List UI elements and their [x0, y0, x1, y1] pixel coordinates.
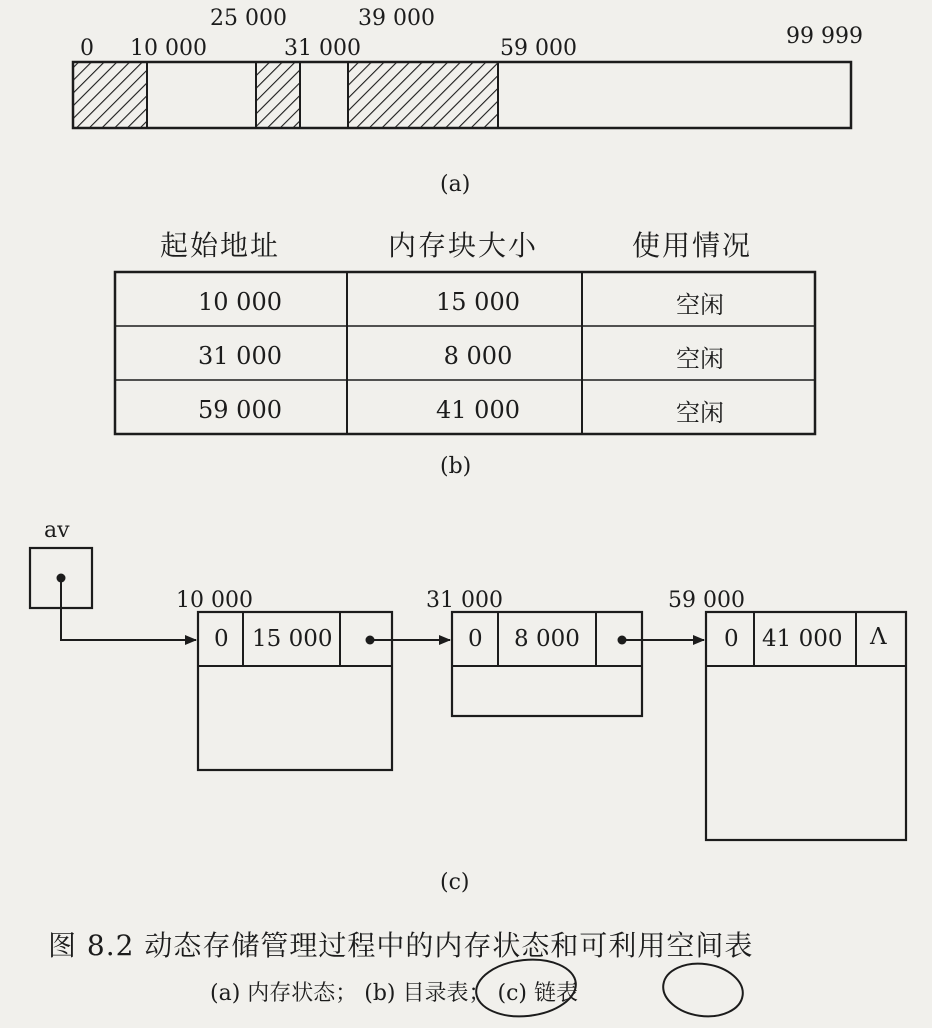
address-label: 10 000	[130, 36, 207, 61]
caption-c: (c)	[440, 870, 470, 895]
table-header-usage: 使用情况	[632, 229, 753, 262]
node-address: 10 000	[176, 588, 253, 613]
figure-subtitle: (a) 内存状态； (b) 目录表； (c) 链表	[210, 981, 578, 1006]
node-size: 8 000	[514, 626, 580, 652]
cell-usage: 空闲	[676, 291, 724, 319]
cell-usage: 空闲	[676, 399, 724, 427]
table-header-block-size: 内存块大小	[388, 229, 539, 262]
address-label: 31 000	[284, 36, 361, 61]
caption-a: (a)	[440, 172, 471, 197]
node-address: 59 000	[668, 588, 745, 613]
cell-usage: 空闲	[676, 345, 724, 373]
handwritten-circles	[0, 950, 932, 1028]
linked-list-diagram	[0, 500, 932, 860]
address-label: 39 000	[358, 6, 435, 31]
head-pointer-label: av	[44, 518, 70, 543]
node-tag: 0	[468, 626, 483, 652]
memory-block-39000	[348, 62, 498, 128]
cell-start-address: 59 000	[198, 396, 282, 424]
cell-start-address: 10 000	[198, 288, 282, 316]
cell-block-size: 15 000	[436, 288, 520, 316]
node-tag: 0	[214, 626, 229, 652]
memory-block-0	[73, 62, 147, 128]
address-label: 25 000	[210, 6, 287, 31]
handwritten-circle	[473, 955, 578, 1021]
memory-block-25000	[256, 62, 300, 128]
handwritten-circle	[660, 959, 746, 1022]
node-address: 31 000	[426, 588, 503, 613]
caption-b: (b)	[440, 454, 472, 479]
address-label: 59 000	[500, 36, 577, 61]
cell-block-size: 8 000	[443, 342, 513, 370]
node-tag: 0	[724, 626, 739, 652]
figure-title: 图 8.2 动态存储管理过程中的内存状态和可利用空间表	[48, 929, 754, 962]
null-link-symbol: Λ	[870, 624, 887, 650]
node-size: 41 000	[762, 626, 843, 652]
table-header-start-address: 起始地址	[160, 229, 281, 262]
cell-block-size: 41 000	[436, 396, 520, 424]
node-size: 15 000	[252, 626, 333, 652]
address-label: 99 999	[786, 24, 863, 49]
address-label: 0	[80, 36, 94, 61]
cell-start-address: 31 000	[198, 342, 282, 370]
